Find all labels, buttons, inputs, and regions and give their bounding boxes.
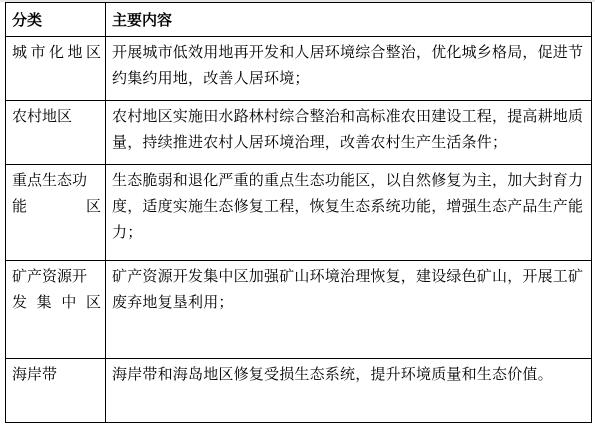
table-row: [6, 359, 592, 423]
row-category-eco: 重点生态功能区: [6, 165, 106, 261]
table-row: [6, 101, 592, 165]
row-category-rural: 农村地区: [6, 101, 106, 165]
row-category-coast: 海岸带: [6, 359, 106, 423]
table-row: [6, 261, 592, 359]
row-content-mining: 矿产资源开发集中区加强矿山环境治理恢复，建设绿色矿山，开展工矿废弃地复垦利用；: [106, 261, 592, 359]
classification-table: [5, 2, 592, 423]
row-category-mining: 矿产资源开发集中区: [6, 261, 106, 359]
row-content-coast: 海岸带和海岛地区修复受损生态系统，提升环境质量和生态价值。: [106, 359, 592, 423]
table-header-row: [6, 3, 592, 37]
row-content-urban: 开展城市低效用地再开发和人居环境综合整治，优化城乡格局，促进节约集约用地，改善人居环境；: [106, 37, 592, 101]
row-content-rural: 农村地区实施田水路林村综合整治和高标准农田建设工程，提高耕地质量，持续推进农村人居环境治理，改善农村生产生活条件；: [106, 101, 592, 165]
row-category-urban: 城市化地区: [6, 37, 106, 101]
table-row: [6, 37, 592, 101]
header-category: 分类: [6, 3, 106, 37]
table-row: [6, 165, 592, 261]
row-content-eco: 生态脆弱和退化严重的重点生态功能区，以自然修复为主，加大封育力度，适度实施生态修复工程，恢复生态系统功能，增强生态产品生产能力；: [106, 165, 592, 261]
header-content: 主要内容: [106, 3, 592, 37]
